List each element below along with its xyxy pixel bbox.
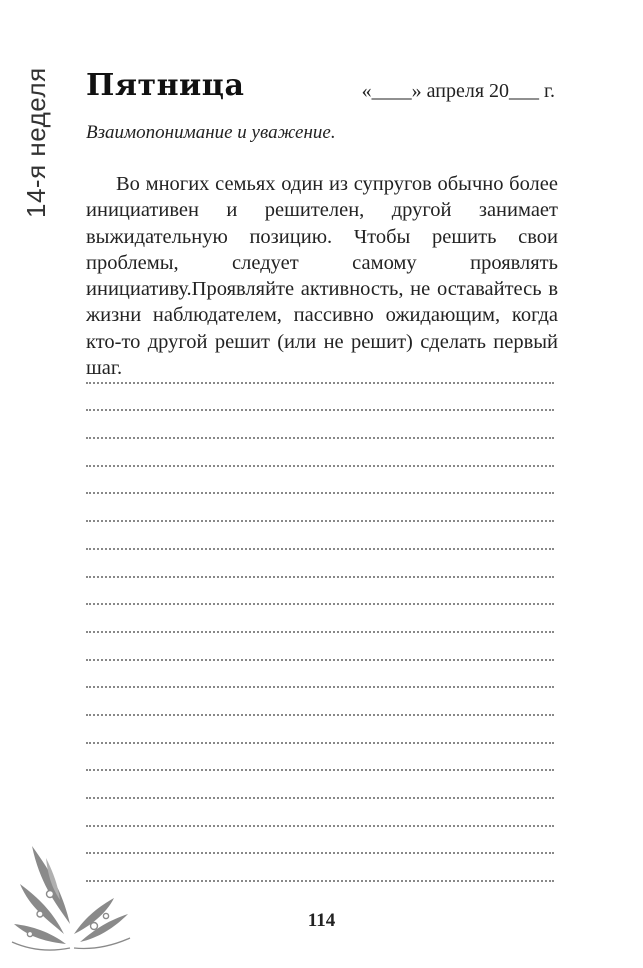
note-line[interactable] (86, 578, 554, 606)
note-line[interactable] (86, 688, 554, 716)
note-line[interactable] (86, 494, 554, 522)
note-line[interactable] (86, 827, 554, 855)
floral-ornament-icon (10, 838, 132, 956)
entry-paragraph: Во многих семьях один из супругов обычно более инициативен и решителен, другой занимает выжидательную позицию. Чтобы решить свои проблемы, следует самому проявлять инициативу.Проявляйте активность, не оставайтесь в жизни наблюдателем, пассивно ожидающим, когда кто-то другой решит (или не решит) сделать первый шаг. (86, 173, 558, 380)
note-line[interactable] (86, 799, 554, 827)
week-label: 14-я неделя (21, 67, 51, 218)
note-line[interactable] (86, 771, 554, 799)
note-line[interactable] (86, 467, 554, 495)
note-line[interactable] (86, 854, 554, 882)
note-line[interactable] (86, 439, 554, 467)
entry-subtitle: Взаимопонимание и уважение. (86, 122, 336, 143)
note-line[interactable] (86, 522, 554, 550)
note-line[interactable] (86, 550, 554, 578)
note-line[interactable] (86, 411, 554, 439)
note-line[interactable] (86, 605, 554, 633)
note-line[interactable] (86, 384, 554, 412)
note-line[interactable] (86, 356, 554, 384)
note-line[interactable] (86, 661, 554, 689)
day-title: Пятница (86, 68, 245, 103)
note-line[interactable] (86, 744, 554, 772)
note-line[interactable] (86, 716, 554, 744)
notes-area[interactable] (86, 356, 554, 882)
date-line: «____» апреля 20___ г. (361, 80, 555, 102)
page-number: 114 (307, 910, 336, 931)
note-line[interactable] (86, 633, 554, 661)
